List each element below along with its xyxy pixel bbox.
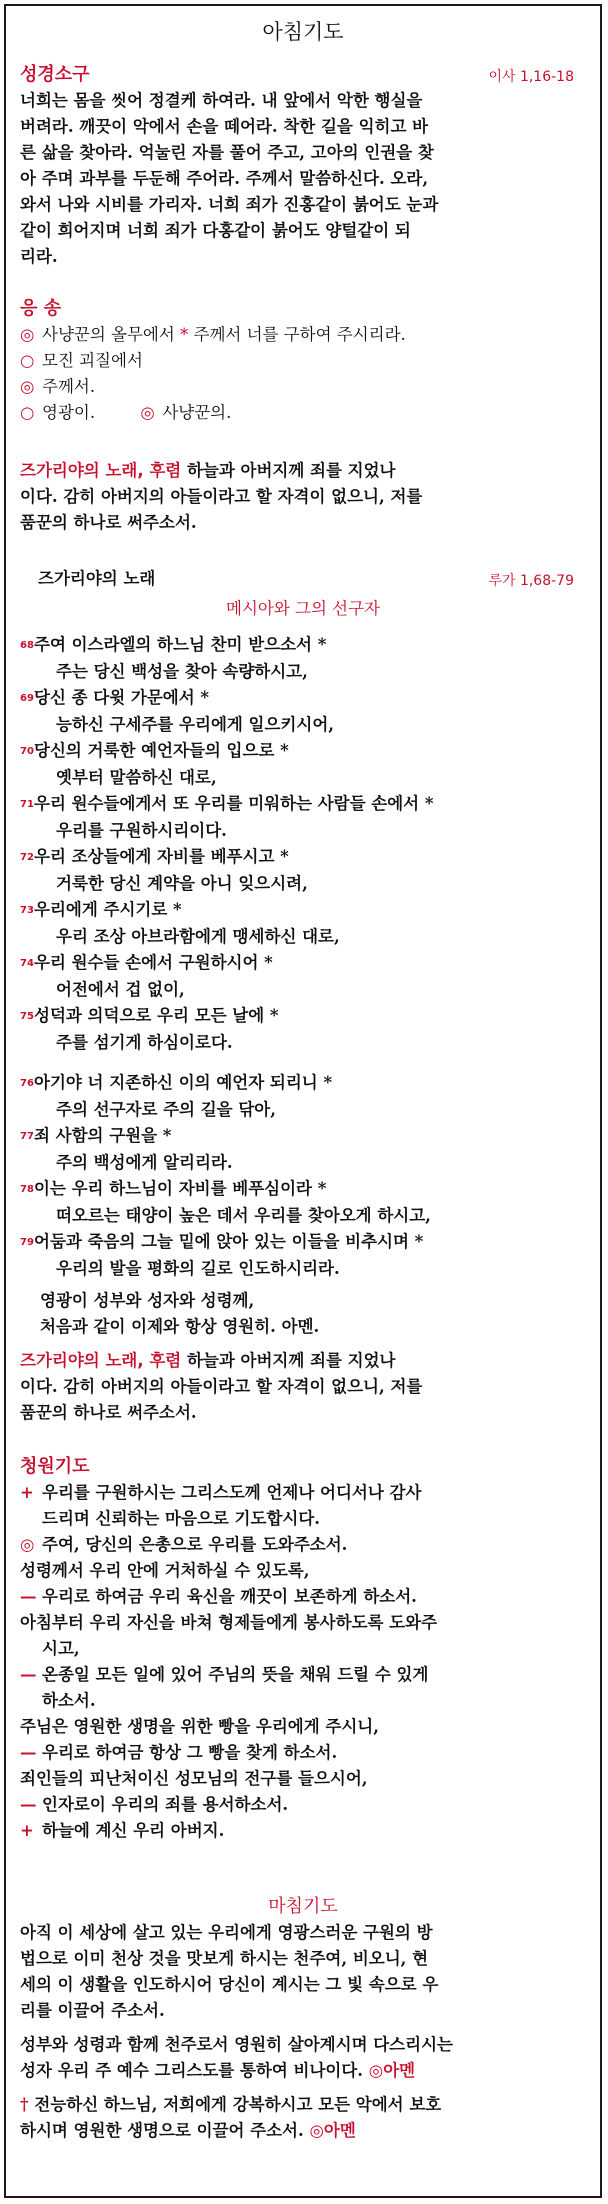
- verse: [20, 950, 586, 1003]
- reading-line: 리라.: [20, 247, 58, 266]
- intercession-text: 하소서.: [42, 1691, 96, 1710]
- intercession-text: 시고,: [42, 1639, 80, 1658]
- intercession-symbol: —: [20, 1587, 37, 1606]
- intercessions-section: [20, 1454, 586, 1844]
- intercession-line: [20, 1714, 586, 1740]
- intercession-item: [20, 1532, 586, 1558]
- verse-first-line: [20, 738, 586, 765]
- intercession-text: 성령께서 우리 안에 거처하실 수 있도록,: [20, 1561, 310, 1580]
- verse-second-line: 주를 섬기게 하심이로다.: [56, 1033, 233, 1052]
- closing-heading: 마침기도: [268, 1896, 338, 1917]
- closing-text: [20, 1920, 586, 2024]
- verse-second-line: 거룩한 당신 계약을 아니 잊으시려,: [56, 874, 308, 893]
- verse-first-line: [20, 1003, 586, 1030]
- intercession-line: [20, 1792, 586, 1818]
- canticle-heading: 즈가리야의 노래: [38, 569, 156, 588]
- verse-text: 죄 사함의 구원을 *: [34, 1126, 172, 1145]
- canticle-reference: 루가 1,68-79: [488, 573, 574, 589]
- verse-number: 77: [20, 1131, 34, 1142]
- reading-line: 너희는 몸을 씻어 정결케 하여라. 내 앞에서 악한 행실을: [20, 91, 423, 110]
- verse-number: 79: [20, 1237, 34, 1248]
- verse-number: 78: [20, 1184, 34, 1195]
- intercessions-heading: 청원기도: [20, 1456, 90, 1477]
- intercession-symbol: ◎: [20, 1535, 35, 1554]
- intercession-item: [20, 1584, 586, 1610]
- verse: [20, 1229, 586, 1282]
- intercession-item: [20, 1480, 586, 1532]
- intercession-line: [20, 1636, 586, 1662]
- verse-number: 74: [20, 958, 34, 969]
- amen-response: ◎아멘: [368, 2061, 416, 2080]
- response-heading: 응 송: [20, 298, 62, 319]
- intercession-symbol: —: [20, 1665, 37, 1684]
- reading-section: [20, 62, 586, 270]
- intercession-item: [20, 1818, 586, 1844]
- intercession-text: 우리로 하여금 항상 그 빵을 찾게 하소서.: [42, 1743, 338, 1762]
- reading-text: [20, 88, 586, 270]
- intercession-text: 아침부터 우리 자신을 바쳐 형제들에게 봉사하도록 도와주: [20, 1613, 438, 1632]
- verse-first-line: [20, 950, 586, 977]
- verse-text: 아기야 너 지존하신 이의 예언자 되리니 *: [34, 1073, 333, 1092]
- closing-line: 리를 이끌어 주소서.: [20, 2001, 165, 2020]
- intercession-line: [20, 1818, 586, 1844]
- reading-line: 버려라. 깨끗이 악에서 손을 떼어라. 착한 길을 익히고 바: [20, 117, 429, 136]
- intercession-line: [20, 1766, 586, 1792]
- intercession-item: [20, 1792, 586, 1818]
- verse-first-line: [20, 1229, 586, 1256]
- verse-number: 70: [20, 746, 34, 757]
- reading-heading: 성경소구: [20, 64, 90, 85]
- intercession-line: [20, 1584, 586, 1610]
- verse: [20, 738, 586, 791]
- verse-number: 69: [20, 693, 34, 704]
- intercession-line: [20, 1480, 586, 1506]
- intercession-text: 드리며 신뢰하는 마음으로 기도합시다.: [42, 1509, 321, 1528]
- closing-line: 법으로 이미 천상 것을 맛보게 하시는 천주여, 비오니, 현: [20, 1949, 429, 1968]
- verse: [20, 632, 586, 685]
- intercession-line: [20, 1662, 586, 1688]
- response-line: ○ 영광이. ◎ 사냥꾼의.: [20, 403, 232, 422]
- verse-first-line: [20, 844, 586, 871]
- verse-number: 76: [20, 1078, 34, 1089]
- intercession-text: 우리로 하여금 우리 육신을 깨끗이 보존하게 하소서.: [42, 1587, 417, 1606]
- verse-first-line: [20, 791, 586, 818]
- verse-number: 68: [20, 640, 34, 651]
- intercession-line: [20, 1688, 586, 1714]
- reading-line: 같이 희어지며 너희 죄가 다홍같이 붉어도 양털같이 되: [20, 221, 411, 240]
- antiphon-label: 즈가리야의 노래, 후렴: [20, 1351, 182, 1370]
- intercession-item: [20, 1610, 586, 1662]
- verse-second-line: 떠오르는 태양이 높은 데서 우리를 찾아오게 하시고,: [56, 1206, 431, 1225]
- intercession-symbol: +: [20, 1483, 34, 1502]
- verse-text: 당신 종 다윗 가문에서 *: [34, 688, 210, 707]
- intercession-text: 온종일 모든 일에 있어 주님의 뜻을 채워 드릴 수 있게: [42, 1665, 429, 1684]
- response-line: ◎ 주께서.: [20, 377, 96, 396]
- verse-number: 75: [20, 1011, 34, 1022]
- canticle-subtitle: 메시아와 그의 선구자: [226, 599, 380, 618]
- antiphon-label: 즈가리야의 노래, 후렴: [20, 461, 182, 480]
- verse-first-line: [20, 1070, 586, 1097]
- verse-text: 우리 조상들에게 자비를 베푸시고 *: [34, 847, 289, 866]
- verse: [20, 844, 586, 897]
- intercession-text: 주님은 영원한 생명을 위한 빵을 우리에게 주시니,: [20, 1717, 379, 1736]
- intercession-text: 하늘에 계신 우리 아버지.: [42, 1821, 225, 1840]
- verse-second-line: 우리의 발을 평화의 길로 인도하시리라.: [56, 1259, 340, 1278]
- verse-text: 이는 우리 하느님이 자비를 베푸심이라 *: [34, 1179, 327, 1198]
- verse-second-line: 우리를 구원하시리이다.: [56, 821, 227, 840]
- verse-second-line: 주의 백성에게 알리리라.: [56, 1153, 233, 1172]
- verse-second-line: 우리 조상 아브라함에게 맹세하신 대로,: [56, 927, 340, 946]
- intercession-text: 인자로이 우리의 죄를 용서하소서.: [42, 1795, 289, 1814]
- cross-icon: †: [20, 2095, 29, 2114]
- intercession-symbol: +: [20, 1821, 34, 1840]
- verse: [20, 1070, 586, 1123]
- closing-section: [20, 1894, 586, 2144]
- intercession-text: 주여, 당신의 은총으로 우리를 도와주소서.: [42, 1535, 348, 1554]
- intercession-item: [20, 1662, 586, 1714]
- blessing: † 전능하신 하느님, 저희에게 강복하시고 모든 악에서 보호 하시며 영원한 생명으로 이끌어 주소서. ◎아멘: [20, 2095, 442, 2140]
- page-title: 아침기도: [262, 20, 344, 44]
- verse-first-line: [20, 897, 586, 924]
- intercession-text: 우리를 구원하시는 그리스도께 언제나 어디서나 감사: [42, 1483, 422, 1502]
- verse-text: 우리 원수들에게서 또 우리를 미워하는 사람들 손에서 *: [34, 794, 434, 813]
- intercession-line: [20, 1610, 586, 1636]
- verse-second-line: 능하신 구세주를 우리에게 일으키시어,: [56, 715, 335, 734]
- verse: [20, 1123, 586, 1176]
- verse-first-line: [20, 685, 586, 712]
- verse-text: 어둠과 죽음의 그늘 밑에 앉아 있는 이들을 비추시며 *: [34, 1232, 424, 1251]
- response-section: [20, 296, 586, 426]
- antiphon-2: 즈가리야의 노래, 후렴 하늘과 아버지께 죄를 지었나 이다. 감히 아버지의 아들이라고 할 자격이 없으니, 저를 품꾼의 하나로 써주소서.: [20, 1351, 423, 1422]
- reading-line: 와서 나와 시비를 가리자. 너희 죄가 진홍같이 붉어도 눈과: [20, 195, 439, 214]
- verse-second-line: 주의 선구자로 주의 길을 닦아,: [56, 1100, 276, 1119]
- verse-second-line: 옛부터 말씀하신 대로,: [56, 768, 217, 787]
- verse-text: 성덕과 의덕으로 우리 모든 날에 *: [34, 1006, 279, 1025]
- verse: [20, 791, 586, 844]
- response-line: ○ 모진 괴질에서: [20, 351, 143, 370]
- intercession-item: [20, 1740, 586, 1766]
- reading-line: 아 주며 과부를 두둔해 주어라. 주께서 말씀하신다. 오라,: [20, 169, 429, 188]
- verse-second-line: 주는 당신 백성을 찾아 속량하시고,: [56, 662, 308, 681]
- page-frame: [4, 4, 602, 2198]
- verse-second-line: 어전에서 겁 없이,: [56, 980, 185, 999]
- canticle-verses: [20, 632, 586, 1282]
- verse-first-line: [20, 632, 586, 659]
- intercession-line: [20, 1532, 586, 1558]
- antiphon-1: 즈가리야의 노래, 후렴 하늘과 아버지께 죄를 지었나 이다. 감히 아버지의 아들이라고 할 자격이 없으니, 저를 품꾼의 하나로 써주소서.: [20, 461, 423, 532]
- verse-number: 71: [20, 799, 34, 810]
- intercession-symbol: —: [20, 1743, 37, 1762]
- verse-text: 우리에게 주시기로 *: [34, 900, 182, 919]
- verse-text: 우리 원수들 손에서 구원하시어 *: [34, 953, 273, 972]
- intercession-item: [20, 1558, 586, 1584]
- intercession-item: [20, 1714, 586, 1740]
- reading-line: 른 삶을 찾아라. 억눌린 자를 풀어 주고, 고아의 인권을 찾: [20, 143, 434, 162]
- doxology: 영광이 성부와 성자와 성령께, 처음과 같이 이제와 항상 영원히. 아멘.: [40, 1291, 320, 1336]
- verse-first-line: [20, 1123, 586, 1150]
- reading-reference: 이사 1,16-18: [488, 69, 574, 85]
- verse-number: 72: [20, 852, 34, 863]
- closing-ending: 성부와 성령과 함께 천주로서 영원히 살아계시며 다스리시는 성자 우리 주 예수 그리스도를 통하여 비나이다. ◎아멘: [20, 2035, 453, 2080]
- verse-text: 주여 이스라엘의 하느님 찬미 받으소서 *: [34, 635, 327, 654]
- closing-line: 아직 이 세상에 살고 있는 우리에게 영광스러운 구원의 방: [20, 1923, 433, 1942]
- intercession-line: [20, 1740, 586, 1766]
- verse-first-line: [20, 1176, 586, 1203]
- amen-response: ◎아멘: [309, 2121, 356, 2140]
- intercession-line: [20, 1506, 586, 1532]
- verse-number: 73: [20, 905, 34, 916]
- closing-line: 세의 이 생활을 인도하시어 당신이 계시는 그 빛 속으로 우: [20, 1975, 439, 1994]
- verse: [20, 685, 586, 738]
- verse: [20, 897, 586, 950]
- intercession-symbol: —: [20, 1795, 37, 1814]
- canticle-section: [20, 566, 586, 1340]
- intercessions-list: [20, 1480, 586, 1844]
- intercession-item: [20, 1766, 586, 1792]
- response-line: ◎ 사냥꾼의 올무에서 * 주께서 너를 구하여 주시리라.: [20, 325, 406, 344]
- verse: [20, 1176, 586, 1229]
- intercession-line: [20, 1558, 586, 1584]
- intercession-text: 죄인들의 피난처이신 성모님의 전구를 들으시어,: [20, 1769, 368, 1788]
- verse-text: 당신의 거룩한 예언자들의 입으로 *: [34, 741, 289, 760]
- verse: [20, 1003, 586, 1056]
